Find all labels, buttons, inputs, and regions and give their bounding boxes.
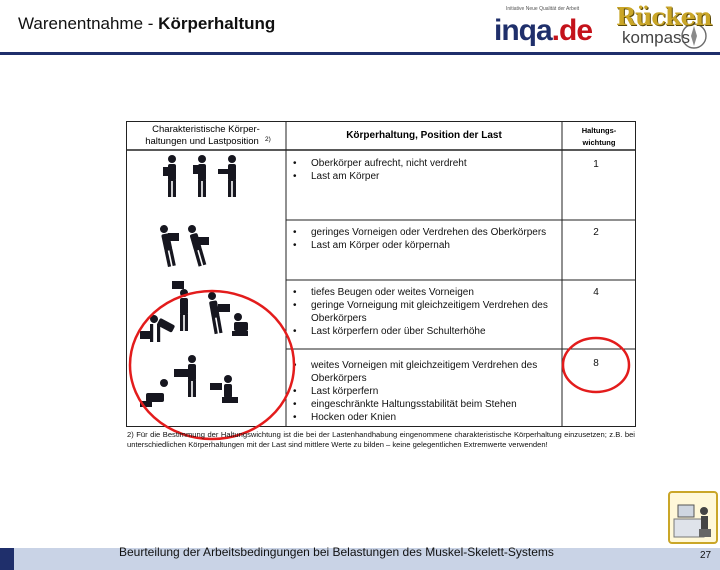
- row4-item-3: eingeschränkte Haltungsstabilität beim Stehen: [311, 399, 517, 410]
- logo-ruecken-word: Rücken: [616, 2, 712, 31]
- inqa-logo: [494, 6, 614, 48]
- rueckenkompass-logo: [612, 2, 716, 52]
- row4-bullet-1: •: [293, 360, 297, 371]
- inqa-wordmark: [494, 14, 592, 48]
- row2-item-1: geringes Vorneigen oder Verdrehen des Oberkörpers: [311, 227, 547, 238]
- row2-weight: 2: [593, 227, 599, 238]
- row1-bullet-2: •: [293, 171, 297, 182]
- posture-figures-slight-bend: [159, 224, 209, 267]
- posture-table-figure: [126, 121, 640, 461]
- col3-header-line1: Haltungs-: [581, 126, 617, 135]
- header-rule: [0, 52, 720, 55]
- row3-item-2: geringe Vorneigung mit gleichzeitigem Verdrehen des: [311, 300, 548, 311]
- row2-item-2: Last am Körper oder körpernah: [311, 240, 450, 251]
- row1-item-2: Last am Körper: [311, 171, 380, 182]
- posture-figures-upright: [163, 155, 236, 197]
- row4-item-1: weites Vorneigen mit gleichzeitigem Verdrehen des: [311, 360, 538, 371]
- office-clipart-image: [668, 491, 718, 544]
- slide-title: [18, 14, 275, 34]
- row3-bullet-3: •: [293, 326, 297, 337]
- inqa-word: inqa: [494, 14, 552, 47]
- col2-header: Körperhaltung, Position der Last: [346, 130, 502, 141]
- row3-item-1: tiefes Beugen oder weites Vorneigen: [311, 287, 474, 298]
- row3-bullet-2: •: [293, 300, 297, 311]
- table-footnote: 2) Für die Bestimmung der Haltungswichtung ist die bei der Lastenhandhabung eingenommene charakteristische Körperhaltung einzusetzen; z.B. bei unterschiedlichen Körperhaltungen mit der Last sind mittlere Werte zu bilden – keine gelegentlichen Extremwerte verwenden!: [127, 430, 635, 449]
- row4-item-2: Last körperfern: [311, 386, 379, 397]
- footer-accent: [0, 548, 14, 570]
- col1-header-line2: haltungen und Lastposition: [145, 136, 259, 147]
- row4-item-1-cont: Oberkörpers: [311, 373, 367, 384]
- row4-item-4: Hocken oder Knien: [311, 412, 397, 423]
- row3-bullet-1: •: [293, 287, 297, 298]
- logo-kompass-word: kompass: [622, 28, 691, 47]
- row3-weight: 4: [593, 287, 599, 298]
- row4-weight: 8: [593, 358, 599, 369]
- row4-bullet-2: •: [293, 386, 297, 397]
- row2-bullet-1: •: [293, 227, 297, 238]
- title-prefix: Warenentnahme -: [18, 14, 159, 33]
- posture-figures-kneeling: [140, 355, 238, 407]
- col1-header-line1: Charakteristische Körper-: [152, 124, 260, 135]
- page-number: 27: [700, 550, 712, 561]
- inqa-tagline: Initiative Neue Qualität der Arbeit: [506, 6, 580, 12]
- row1-item-1: Oberkörper aufrecht, nicht verdreht: [311, 158, 467, 169]
- row2-bullet-2: •: [293, 240, 297, 251]
- row4-bullet-3: •: [293, 399, 297, 410]
- row1-bullet-1: •: [293, 158, 297, 169]
- row3-item-2-cont: Oberkörpers: [311, 313, 367, 324]
- row3-item-3: Last körperfern oder über Schulterhöhe: [311, 326, 486, 337]
- title-bold: Körperhaltung: [158, 14, 276, 33]
- row1-weight: 1: [593, 159, 599, 170]
- col3-header-line2: wichtung: [582, 138, 616, 147]
- inqa-domain: .de: [551, 14, 593, 47]
- slide-header: [0, 0, 720, 52]
- footer-text: Beurteilung der Arbeitsbedingungen bei Belastungen des Muskel-Skelett-Systems: [119, 545, 554, 559]
- col1-header-footnote-mark: 2): [265, 136, 271, 143]
- row4-bullet-4: •: [293, 412, 297, 423]
